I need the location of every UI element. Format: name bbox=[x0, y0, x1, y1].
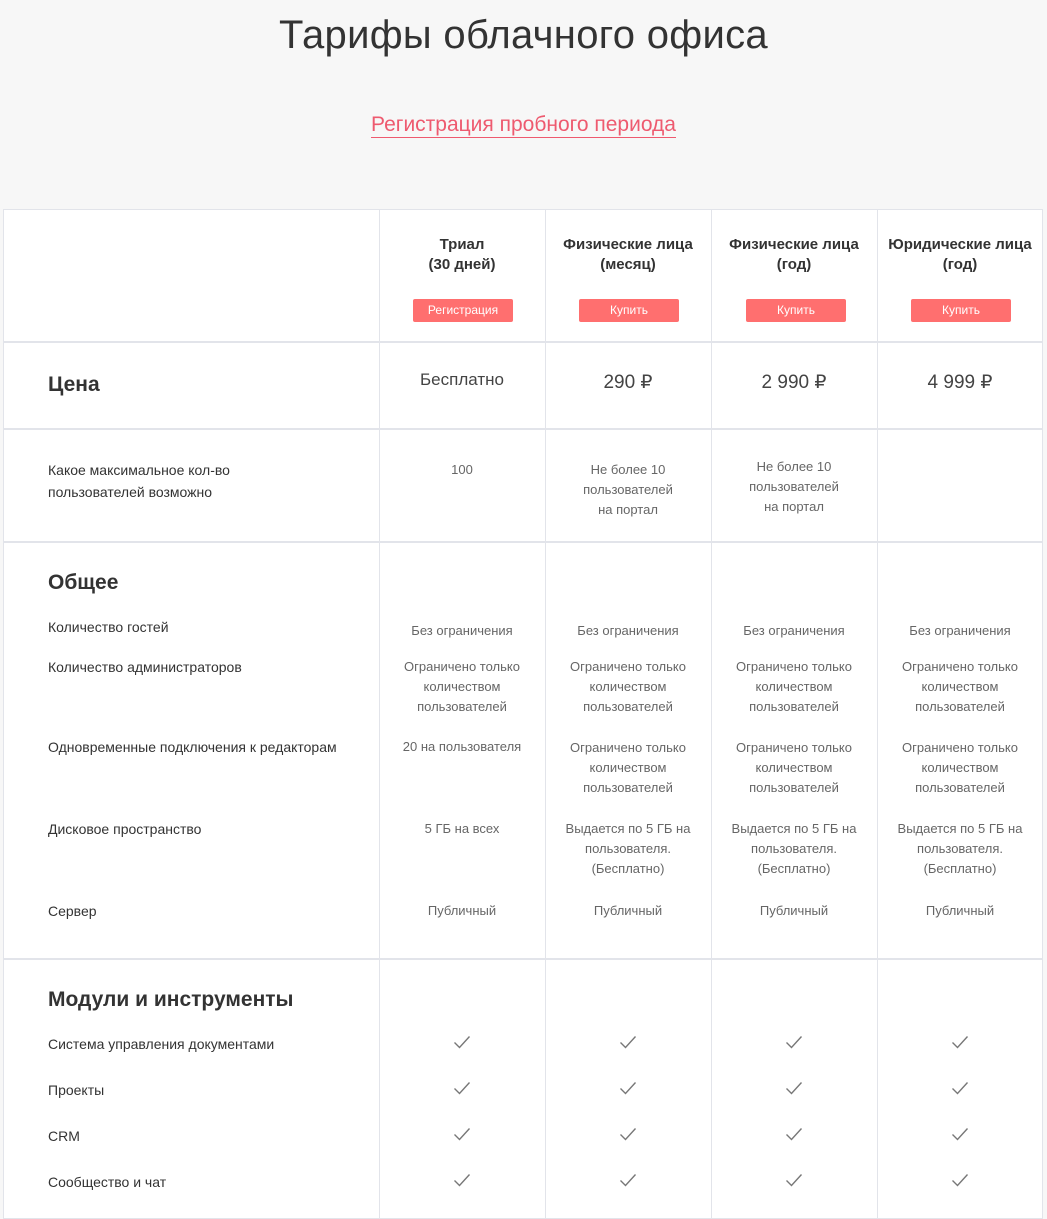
buy-button-individual-month[interactable]: Купить bbox=[579, 299, 679, 322]
buy-button-individual-year[interactable]: Купить bbox=[746, 299, 846, 322]
docs-module-label: Система управления документами bbox=[48, 1036, 275, 1052]
pricing-table bbox=[3, 209, 1043, 1219]
guests-trial: Без ограничения bbox=[411, 623, 513, 638]
check-icon bbox=[711, 1173, 877, 1193]
guests-individual-year: Без ограничения bbox=[743, 623, 845, 638]
guests-individual-month: Без ограничения bbox=[577, 623, 679, 638]
modules-section-title: Модули и инструменты bbox=[48, 988, 294, 1011]
admins-individual-year: Ограничено только количеством пользователей bbox=[736, 659, 852, 714]
check-icon bbox=[877, 1127, 1043, 1147]
server-business-year: Публичный bbox=[925, 903, 995, 918]
general-section-title: Общее bbox=[48, 571, 119, 594]
check-icon bbox=[545, 1173, 711, 1193]
price-business-year: 4 999 ₽ bbox=[927, 372, 993, 393]
check-icon bbox=[379, 1127, 545, 1147]
projects-module-label: Проекты bbox=[48, 1082, 105, 1098]
row-divider bbox=[4, 428, 1042, 430]
max-users-individual-year: Не более 10 пользователей на портал bbox=[749, 459, 839, 514]
plan-name-individual-year: Физические лица (год) bbox=[729, 236, 859, 273]
editor-connections-trial: 20 на пользователя bbox=[402, 739, 522, 754]
editor-connections-label: Одновременные подключения к редакторам bbox=[48, 739, 337, 755]
buy-button-business-year[interactable]: Купить bbox=[911, 299, 1011, 322]
editor-connections-individual-year: Ограничено только количеством пользователей bbox=[736, 740, 852, 795]
price-label: Цена bbox=[48, 373, 100, 396]
row-divider bbox=[4, 541, 1042, 543]
check-icon bbox=[379, 1035, 545, 1055]
disk-space-individual-year: Выдается по 5 ГБ на пользователя. (Бесплатно) bbox=[731, 821, 857, 876]
check-icon bbox=[711, 1035, 877, 1055]
disk-space-label: Дисковое пространство bbox=[48, 821, 202, 837]
check-icon bbox=[711, 1127, 877, 1147]
guests-label: Количество гостей bbox=[48, 619, 169, 635]
admins-label: Количество администраторов bbox=[48, 659, 242, 675]
disk-space-trial: 5 ГБ на всех bbox=[424, 821, 500, 836]
check-icon bbox=[545, 1035, 711, 1055]
price-trial: Бесплатно bbox=[420, 370, 504, 389]
trial-registration-link[interactable]: Регистрация пробного периода bbox=[371, 113, 676, 136]
admins-trial: Ограничено только количеством пользователей bbox=[404, 659, 520, 714]
check-icon bbox=[877, 1081, 1043, 1101]
admins-business-year: Ограничено только количеством пользователей bbox=[902, 659, 1018, 714]
row-divider bbox=[4, 341, 1042, 343]
plan-name-business-year: Юридические лица (год) bbox=[888, 236, 1032, 273]
page-title: Тарифы облачного офиса bbox=[279, 13, 768, 57]
plan-name-individual-month: Физические лица (месяц) bbox=[563, 236, 693, 273]
check-icon bbox=[877, 1173, 1043, 1193]
max-users-trial: 100 bbox=[451, 462, 473, 477]
row-divider bbox=[4, 958, 1042, 960]
server-label: Сервер bbox=[48, 903, 97, 919]
editor-connections-individual-month: Ограничено только количеством пользователей bbox=[570, 740, 686, 795]
server-individual-year: Публичный bbox=[759, 903, 829, 918]
register-button[interactable]: Регистрация bbox=[413, 299, 513, 322]
check-icon bbox=[379, 1081, 545, 1101]
guests-business-year: Без ограничения bbox=[909, 623, 1011, 638]
price-individual-year: 2 990 ₽ bbox=[761, 372, 827, 393]
check-icon bbox=[545, 1127, 711, 1147]
max-users-label: Какое максимальное кол-во пользователей возможно bbox=[48, 462, 230, 500]
check-icon bbox=[379, 1173, 545, 1193]
check-icon bbox=[711, 1081, 877, 1101]
max-users-individual-month: Не более 10 пользователей на портал bbox=[583, 462, 673, 517]
disk-space-business-year: Выдается по 5 ГБ на пользователя. (Бесплатно) bbox=[897, 821, 1023, 876]
check-icon bbox=[545, 1081, 711, 1101]
plan-name-trial: Триал (30 дней) bbox=[428, 236, 496, 273]
check-icon bbox=[877, 1035, 1043, 1055]
admins-individual-month: Ограничено только количеством пользователей bbox=[570, 659, 686, 714]
server-trial: Публичный bbox=[427, 903, 497, 918]
trial-link-wrapper bbox=[0, 112, 1047, 138]
crm-module-label: CRM bbox=[48, 1128, 80, 1144]
server-individual-month: Публичный bbox=[593, 903, 663, 918]
community-module-label: Сообщество и чат bbox=[48, 1174, 167, 1190]
disk-space-individual-month: Выдается по 5 ГБ на пользователя. (Бесплатно) bbox=[565, 821, 691, 876]
price-individual-month: 290 ₽ bbox=[603, 372, 653, 393]
editor-connections-business-year: Ограничено только количеством пользователей bbox=[902, 740, 1018, 795]
